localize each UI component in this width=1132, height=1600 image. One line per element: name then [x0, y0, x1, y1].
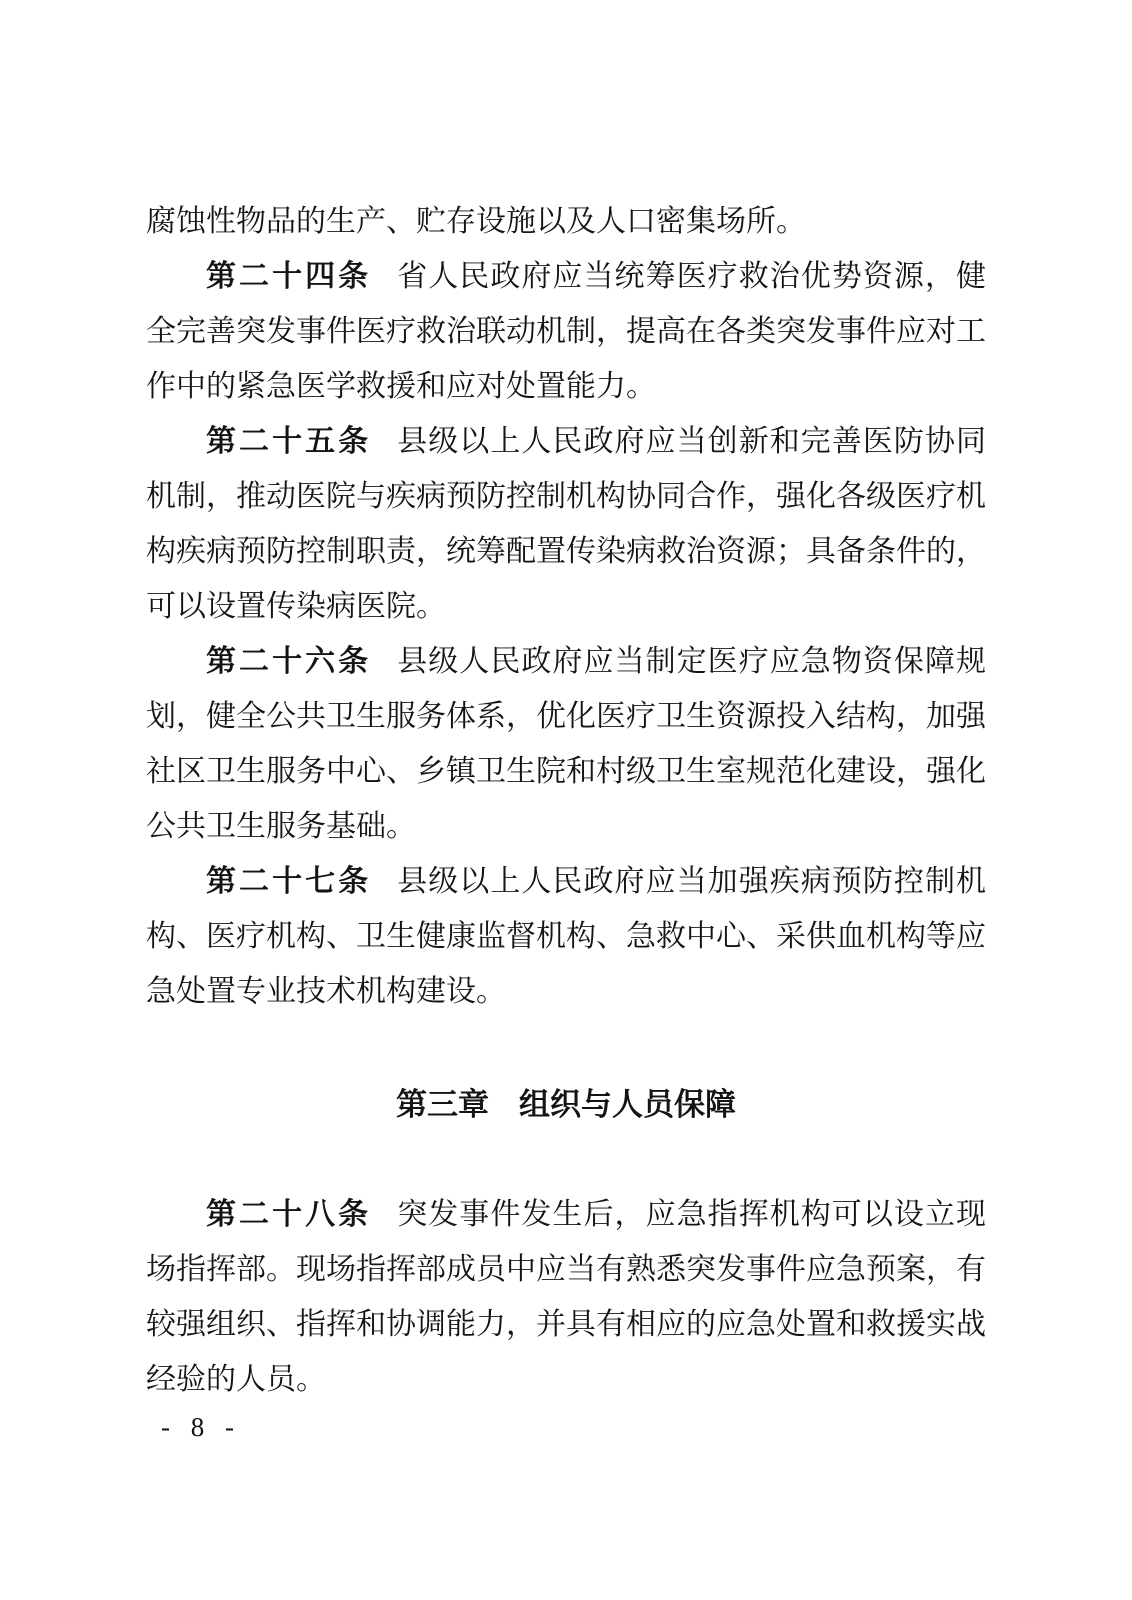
article-label: 第二十六条 — [206, 645, 372, 678]
chapter-heading — [146, 1077, 986, 1132]
continuation-paragraph: 腐蚀性物品的生产、贮存设施以及人口密集场所。 — [146, 205, 806, 238]
article-paragraph-26 — [146, 634, 986, 854]
page-number: - 8 - — [161, 1412, 241, 1442]
article-label: 第二十八条 — [206, 1198, 372, 1231]
article-paragraph-25 — [146, 414, 986, 634]
chapter-title: 组织与人员保障 — [519, 1087, 736, 1122]
article-text: 县级以上人民政府应当加强疾病预防控制机构、医疗机构、卫生健康监督机构、急救中心、采供血机构等应急处置专业技术机构建设。 — [146, 865, 987, 1008]
article-paragraph-28 — [146, 1187, 986, 1407]
article-text: 突发事件发生后，应急指挥机构可以设立现场指挥部。现场指挥部成员中应当有熟悉突发事件应急预案，有较强组织、指挥和协调能力，并具有相应的应急处置和救援实战经验的人员。 — [146, 1198, 987, 1396]
article-text: 县级人民政府应当制定医疗应急物资保障规划，健全公共卫生服务体系，优化医疗卫生资源投入结构，加强社区卫生服务中心、乡镇卫生院和村级卫生室规范化建设，强化公共卫生服务基础。 — [146, 645, 987, 843]
article-text: 县级以上人民政府应当创新和完善医防协同机制，推动医院与疾病预防控制机构协同合作，强化各级医疗机构疾病预防控制职责，统筹配置传染病救治资源；具备条件的，可以设置传染病医院。 — [146, 425, 987, 623]
article-label: 第二十四条 — [206, 260, 372, 293]
article-label: 第二十七条 — [206, 865, 372, 898]
article-paragraph-24 — [146, 249, 986, 414]
chapter-number: 第三章 — [396, 1087, 489, 1122]
document-body — [146, 194, 986, 1407]
article-paragraph-27 — [146, 854, 986, 1019]
article-text: 省人民政府应当统筹医疗救治优势资源，健全完善突发事件医疗救治联动机制，提高在各类突发事件应对工作中的紧急医学救援和应对处置能力。 — [146, 260, 987, 403]
article-label: 第二十五条 — [206, 425, 372, 458]
